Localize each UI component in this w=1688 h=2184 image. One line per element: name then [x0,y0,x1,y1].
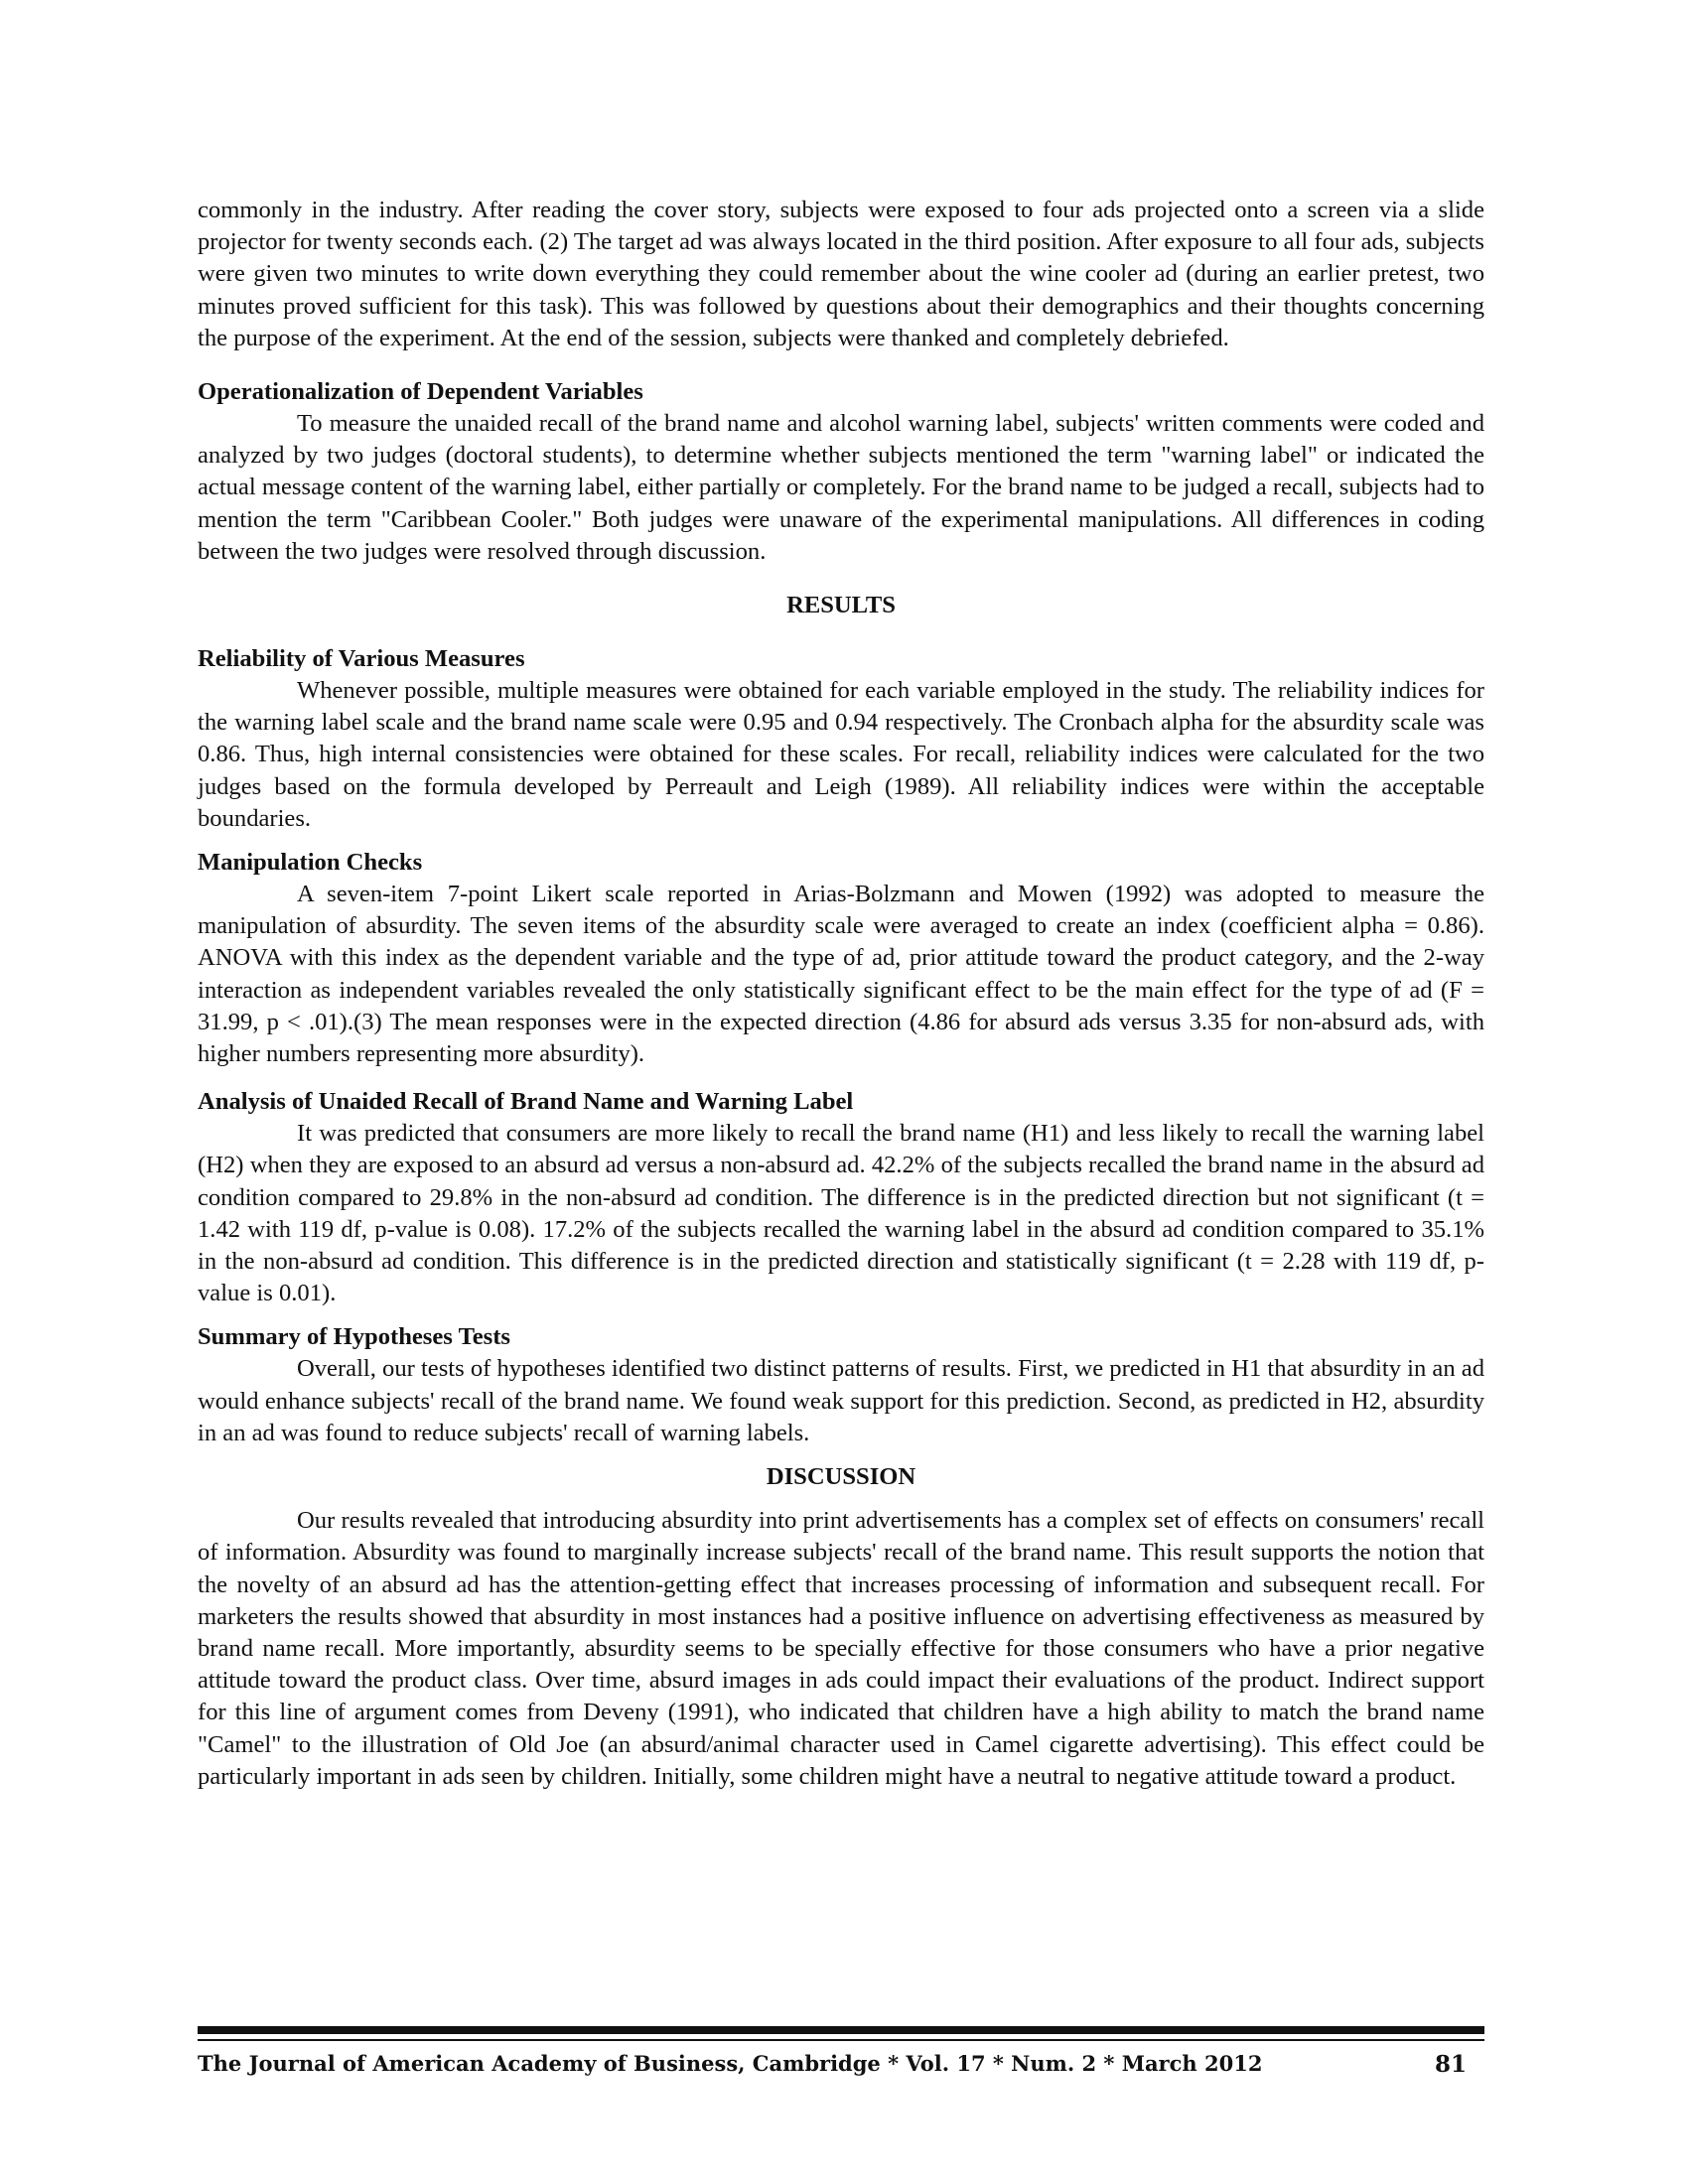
paragraph-manipulation-checks: A seven-item 7-point Likert scale reported in Arias-Bolzmann and Mowen (1992) was adopted to measure the manipulation of absurdity. The seven items of the absurdity scale were averaged to create an index (coefficient alpha = 0.86). ANOVA with this index as the dependent variable and the type of ad, prior attitude toward the product category, and the 2-way interaction as independent variables revealed the only statistically significant effect to be the main effect for the type of ad (F = 31.99, p < .01).(3) The mean responses were in the expected direction (4.86 for absurd ads versus 3.35 for non-absurd ads, with higher numbers representing more absurdity). [198,881,1484,1068]
footer-page-number: 81 [1435,2051,1468,2078]
footer-rule-thick [198,2026,1484,2034]
page-footer [198,2051,1484,2087]
paragraph-procedure: commonly in the industry. After reading the cover story, subjects were exposed to four ads projected onto a screen via a slide projector for twenty seconds each. (2) The target ad was always located in the third position. After exposure to all four ads, subjects were given two minutes to write down everything they could remember about the wine cooler ad (during an earlier pretest, two minutes proved sufficient for this task). This was followed by questions about their demographics and their thoughts concerning the purpose of the experiment. At the end of the session, subjects were thanked and completely debriefed. [198,197,1484,351]
paragraph-operationalization: To measure the unaided recall of the brand name and alcohol warning label, subjects' written comments were coded and analyzed by two judges (doctoral students), to determine whether subjects mentioned the term "warning label" or indicated the actual message content of the warning label, either partially or completely. For the brand name to be judged a recall, subjects had to mention the term "Caribbean Cooler." Both judges were unaware of the experimental manipulations. All differences in coding between the two judges were resolved through discussion. [198,410,1484,565]
heading-summary: Summary of Hypotheses Tests [198,1323,510,1351]
heading-operationalization: Operationalization of Dependent Variables [198,378,643,406]
footer-journal-citation: The Journal of American Academy of Business, Cambridge * Vol. 17 * Num. 2 * March 2012 [198,2051,1263,2076]
heading-results: RESULTS [786,592,896,619]
heading-reliability: Reliability of Various Measures [198,645,525,673]
paragraph-reliability: Whenever possible, multiple measures were obtained for each variable employed in the study. The reliability indices for the warning label scale and the brand name scale were 0.95 and 0.94 respectively. The Cronbach alpha for the absurdity scale was 0.86. Thus, high internal consistencies were obtained for these scales. For recall, reliability indices were calculated for the two judges based on the formula developed by Perreault and Leigh (1989). All reliability indices were within the acceptable boundaries. [198,677,1484,832]
heading-manipulation-checks: Manipulation Checks [198,849,423,877]
article-body [198,195,1484,1793]
paragraph-analysis: It was predicted that consumers are more likely to recall the brand name (H1) and less likely to recall the warning label (H2) when they are exposed to an absurd ad versus a non-absurd ad. 42.2% of the subjects recalled the brand name in the absurd ad condition compared to 29.8% in the non-absurd ad condition. The difference is in the predicted direction but not significant (t = 1.42 with 119 df, p-value is 0.08). 17.2% of the subjects recalled the warning label in the absurd ad condition compared to 35.1% in the non-absurd ad condition. This difference is in the predicted direction and statistically significant (t = 2.28 with 119 df, p-value is 0.01). [198,1120,1484,1307]
heading-discussion: DISCUSSION [766,1463,916,1491]
footer-rule-thin [198,2039,1484,2041]
heading-analysis: Analysis of Unaided Recall of Brand Name and Warning Label [198,1088,854,1116]
paragraph-summary: Overall, our tests of hypotheses identified two distinct patterns of results. First, we predicted in H1 that absurdity in an ad would enhance subjects' recall of the brand name. We found weak support for this prediction. Second, as predicted in H2, absurdity in an ad was found to reduce subjects' recall of warning labels. [198,1355,1484,1446]
paragraph-discussion: Our results revealed that introducing absurdity into print advertisements has a complex set of effects on consumers' recall of information. Absurdity was found to marginally increase subjects' recall of the brand name. This result supports the notion that the novelty of an absurd ad has the attention-getting effect that increases processing of information and subsequent recall. For marketers the results showed that absurdity in most instances had a positive influence on advertising effectiveness as measured by brand name recall. More importantly, absurdity seems to be specially effective for those consumers who have a prior negative attitude toward the product class. Over time, absurd images in ads could impact their evaluations of the product. Indirect support for this line of argument comes from Deveny (1991), who indicated that children have a high ability to match the brand name "Camel" to the illustration of Old Joe (an absurd/animal character used in Camel cigarette advertising). This effect could be particularly important in ads seen by children. Initially, some children might have a neutral to negative attitude toward a product. [198,1507,1484,1790]
